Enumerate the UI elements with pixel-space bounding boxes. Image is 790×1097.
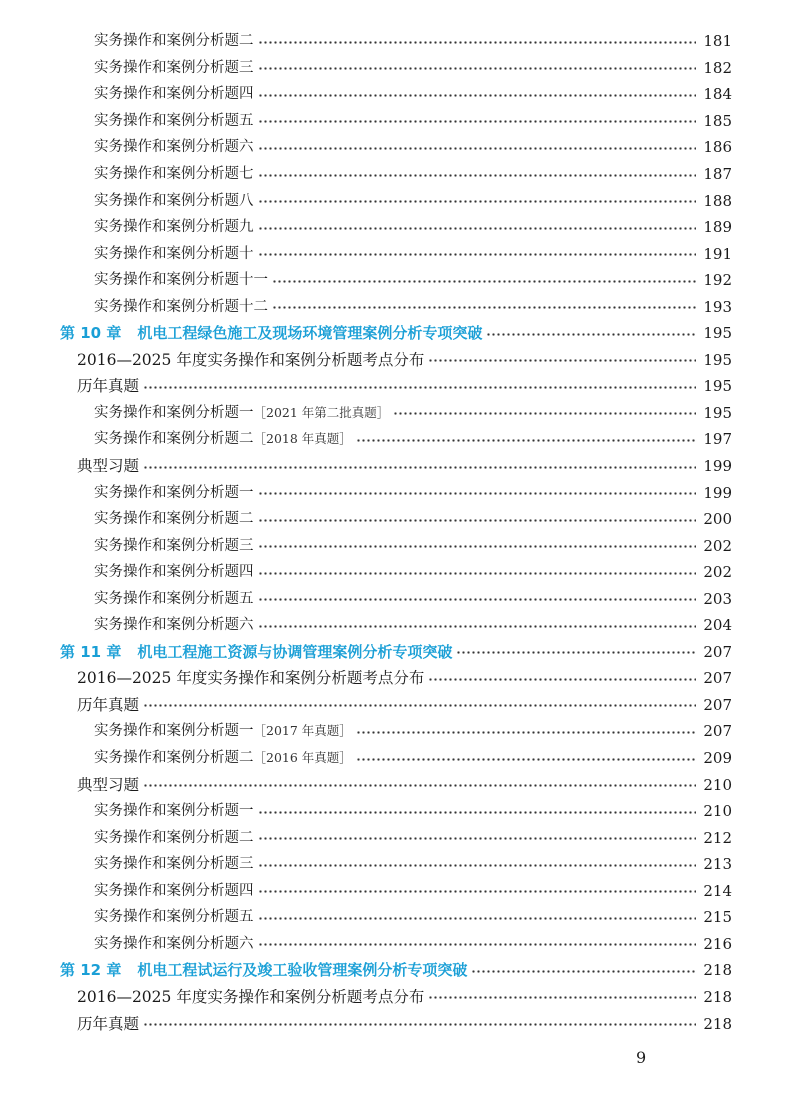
page-ref: 218 <box>703 987 732 1006</box>
page-ref: 184 <box>703 85 732 104</box>
page-ref: 195 <box>703 377 732 396</box>
entry-title: 实务操作和案例分析题十 <box>94 245 254 262</box>
entry-title: 实务操作和案例分析题八 <box>94 192 254 209</box>
page-ref: 207 <box>703 695 732 714</box>
toc-entry-title <box>94 426 352 452</box>
page-ref: 213 <box>703 855 732 874</box>
dot-leader <box>258 811 697 814</box>
dot-leader <box>456 651 696 654</box>
page-ref: 191 <box>703 244 732 263</box>
toc-entry-row[interactable] <box>0 108 790 135</box>
toc-entry-row[interactable] <box>0 851 790 878</box>
toc-entry-row[interactable] <box>0 134 790 161</box>
toc-entry-title <box>94 214 254 240</box>
toc-entry-title <box>94 241 254 267</box>
page-ref: 207 <box>703 722 732 741</box>
toc-entry-title <box>94 718 352 744</box>
chapter-title: 机电工程试运行及竣工验收管理案例分析专项突破 <box>137 961 468 980</box>
toc-entry-title <box>94 188 254 214</box>
entry-title: 历年真题 <box>77 1014 140 1033</box>
page-ref: 210 <box>703 802 732 821</box>
toc-entry-row[interactable] <box>0 293 790 320</box>
dot-leader <box>471 970 696 973</box>
chapter-number: 第 10 章 <box>60 324 122 343</box>
page-ref: 186 <box>703 138 732 157</box>
toc-entry-title <box>77 1011 139 1037</box>
chapter-title: 机电工程施工资源与协调管理案例分析专项突破 <box>137 642 453 661</box>
toc-entry-row[interactable] <box>0 373 790 400</box>
entry-title: 实务操作和案例分析题一 <box>94 803 254 820</box>
entry-title: 典型习题 <box>77 775 140 794</box>
chapter-number: 第 11 章 <box>60 642 122 661</box>
toc-entry-title <box>94 745 352 771</box>
dot-leader <box>356 758 696 761</box>
entry-title: 实务操作和案例分析题九 <box>94 219 254 236</box>
page-ref: 195 <box>703 403 732 422</box>
entry-title: 实务操作和案例分析题六 <box>94 139 254 156</box>
toc-entry-row[interactable] <box>0 1010 790 1037</box>
toc-entry-title <box>94 878 254 904</box>
entry-title: 实务操作和案例分析题五 <box>94 112 254 129</box>
entry-title: 实务操作和案例分析题一 <box>94 404 254 421</box>
dot-leader <box>258 147 697 150</box>
toc-entry-row[interactable] <box>0 426 790 453</box>
dot-leader <box>258 174 697 177</box>
toc-entry-title <box>94 931 254 957</box>
entry-source-note: ［2017 年真题］ <box>253 723 352 739</box>
toc-entry-row[interactable] <box>0 161 790 188</box>
page-ref: 210 <box>703 775 732 794</box>
page-ref: 207 <box>703 669 732 688</box>
page-ref: 193 <box>703 297 732 316</box>
dot-leader <box>258 917 697 920</box>
entry-title: 实务操作和案例分析题四 <box>94 86 254 103</box>
toc-entry-row[interactable] <box>0 585 790 612</box>
entry-title: 实务操作和案例分析题三 <box>94 59 254 76</box>
entry-source-note: ［2021 年第二批真题］ <box>253 404 390 420</box>
toc-entry-row[interactable] <box>0 347 790 374</box>
toc-entry-row[interactable] <box>0 798 790 825</box>
entry-title: 实务操作和案例分析题二 <box>94 431 254 448</box>
dot-leader <box>356 439 696 442</box>
dot-leader <box>258 253 697 256</box>
dot-leader <box>428 359 696 362</box>
entry-title: 实务操作和案例分析题十二 <box>94 298 268 315</box>
dot-leader <box>143 386 696 389</box>
entry-title: 实务操作和案例分析题四 <box>94 882 254 899</box>
toc-entry-title <box>94 108 254 134</box>
entry-title: 历年真题 <box>77 377 140 396</box>
toc-entry-row[interactable] <box>0 400 790 427</box>
page-ref: 202 <box>703 563 732 582</box>
entry-title: 历年真题 <box>77 695 140 714</box>
toc-entry-row[interactable] <box>0 718 790 745</box>
dot-leader <box>258 200 697 203</box>
page-ref: 189 <box>703 218 732 237</box>
toc-chapter-row[interactable] <box>0 639 790 666</box>
dot-leader <box>272 280 696 283</box>
toc-entry-row[interactable] <box>0 187 790 214</box>
dot-leader <box>258 598 697 601</box>
toc-entry-row[interactable] <box>0 665 790 692</box>
page-ref: 218 <box>703 961 732 980</box>
entry-title: 实务操作和案例分析题七 <box>94 166 254 182</box>
entry-title: 实务操作和案例分析题五 <box>94 590 254 607</box>
toc-entry-row[interactable] <box>0 559 790 586</box>
entry-title: 实务操作和案例分析题一 <box>94 484 254 501</box>
toc-entry-row[interactable] <box>0 506 790 533</box>
page-ref: 195 <box>703 324 732 343</box>
dot-leader <box>258 67 697 70</box>
page-number: 9 <box>636 1048 647 1067</box>
toc-entry-title <box>94 559 254 585</box>
entry-title: 实务操作和案例分析题三 <box>94 537 254 554</box>
dot-leader <box>272 306 696 309</box>
dot-leader <box>143 1023 696 1026</box>
toc-entry-row[interactable] <box>0 81 790 108</box>
entry-title: 实务操作和案例分析题二 <box>94 829 254 846</box>
dot-leader <box>258 625 697 628</box>
entry-title: 实务操作和案例分析题六 <box>94 935 254 952</box>
entry-title: 实务操作和案例分析题四 <box>94 564 254 581</box>
toc-entry-title <box>94 851 254 877</box>
page-ref: 199 <box>703 483 732 502</box>
toc-entry-row[interactable] <box>0 692 790 719</box>
chapter-number: 第 12 章 <box>60 961 122 980</box>
toc-entry-title <box>94 28 254 54</box>
toc-entry-title <box>77 373 139 399</box>
page-ref: 207 <box>703 642 732 661</box>
dot-leader <box>258 492 697 495</box>
entry-title: 实务操作和案例分析题六 <box>94 617 254 634</box>
page-ref: 195 <box>703 350 732 369</box>
toc-entry-title <box>94 134 254 160</box>
toc-entry-title <box>94 586 254 612</box>
entry-source-note: ［2016 年真题］ <box>253 750 352 766</box>
toc-entry-title <box>77 453 139 479</box>
toc-entry-row[interactable] <box>0 214 790 241</box>
toc-entry-title <box>77 692 139 718</box>
toc-entry-title <box>94 533 254 559</box>
toc-entry-row[interactable] <box>0 532 790 559</box>
toc-entry-title <box>77 984 424 1010</box>
toc-entry-row[interactable] <box>0 267 790 294</box>
page-ref: 181 <box>703 32 732 51</box>
toc-entry-title <box>94 825 254 851</box>
toc-entry-title <box>77 347 424 373</box>
dot-leader <box>258 94 697 97</box>
entry-title: 实务操作和案例分析题十一 <box>94 272 268 289</box>
page-ref: 185 <box>703 111 732 130</box>
toc-entry-row[interactable] <box>0 612 790 639</box>
dot-leader <box>428 996 696 999</box>
toc-entry-title <box>94 612 254 638</box>
dot-leader <box>143 704 696 707</box>
toc-chapter-row[interactable] <box>0 320 790 347</box>
toc-entry-row[interactable] <box>0 771 790 798</box>
entry-source-note: ［2018 年真题］ <box>253 431 352 447</box>
dot-leader <box>258 572 697 575</box>
toc-entry-row[interactable] <box>0 453 790 480</box>
toc-entry-title <box>94 480 254 506</box>
dot-leader <box>428 678 696 681</box>
page-ref: 202 <box>703 536 732 555</box>
toc-entry-title <box>60 320 482 346</box>
toc-entry-title <box>94 904 254 930</box>
toc-entry-row[interactable] <box>0 931 790 958</box>
toc-entry-title <box>60 957 467 983</box>
dot-leader <box>143 466 696 469</box>
page-ref: 203 <box>703 589 732 608</box>
page-ref: 192 <box>703 271 732 290</box>
page-ref: 212 <box>703 828 732 847</box>
dot-leader <box>393 412 696 415</box>
toc-entry-row[interactable] <box>0 28 790 55</box>
entry-title: 实务操作和案例分析题二 <box>94 750 254 767</box>
page-ref: 187 <box>703 165 732 183</box>
entry-title: 2016—2025 年度实务操作和案例分析题考点分布 <box>77 350 425 369</box>
toc-entry-title <box>94 55 254 81</box>
toc-entry-row[interactable] <box>0 479 790 506</box>
toc-entry-title <box>94 294 268 320</box>
toc-entry-row[interactable] <box>0 55 790 82</box>
entry-title: 2016—2025 年度实务操作和案例分析题考点分布 <box>77 669 425 688</box>
dot-leader <box>258 837 697 840</box>
dot-leader <box>486 333 696 336</box>
chapter-title: 机电工程绿色施工及现场环境管理案例分析专项突破 <box>137 324 483 343</box>
entry-title: 实务操作和案例分析题一 <box>94 723 254 740</box>
toc-entry-row[interactable] <box>0 878 790 905</box>
page-ref: 199 <box>703 457 732 476</box>
toc-entry-title <box>94 161 254 187</box>
toc-entry-title <box>77 665 424 691</box>
toc-entry-title <box>77 772 139 798</box>
toc-entry-row[interactable] <box>0 745 790 772</box>
toc-entry-title <box>94 798 254 824</box>
dot-leader <box>258 943 697 946</box>
dot-leader <box>143 784 696 787</box>
entry-title: 实务操作和案例分析题三 <box>94 856 254 873</box>
page-ref: 197 <box>703 430 732 449</box>
page-ref: 218 <box>703 1014 732 1033</box>
toc-entry-row[interactable] <box>0 240 790 267</box>
toc-entry-row[interactable] <box>0 824 790 851</box>
page-ref: 200 <box>703 510 732 529</box>
dot-leader <box>258 120 697 123</box>
page-ref: 214 <box>703 881 732 900</box>
entry-title: 实务操作和案例分析题五 <box>94 909 254 926</box>
page-ref: 209 <box>703 749 732 768</box>
toc-entry-row[interactable] <box>0 984 790 1011</box>
table-of-contents <box>0 28 790 1037</box>
dot-leader <box>258 41 697 44</box>
dot-leader <box>258 545 697 548</box>
toc-chapter-row[interactable] <box>0 957 790 984</box>
page-ref: 204 <box>703 616 732 635</box>
dot-leader <box>258 890 697 893</box>
toc-entry-title <box>94 267 268 293</box>
entry-title: 实务操作和案例分析题二 <box>94 511 254 528</box>
dot-leader <box>258 519 697 522</box>
entry-title: 实务操作和案例分析题二 <box>94 33 254 50</box>
toc-entry-title <box>94 506 254 532</box>
page-ref: 188 <box>703 191 732 210</box>
page-ref: 182 <box>703 58 732 77</box>
dot-leader <box>258 864 697 867</box>
toc-entry-row[interactable] <box>0 904 790 931</box>
dot-leader <box>258 227 697 230</box>
toc-entry-title <box>94 81 254 107</box>
page-ref: 215 <box>703 908 732 927</box>
page-ref: 216 <box>703 934 732 953</box>
entry-title: 2016—2025 年度实务操作和案例分析题考点分布 <box>77 987 425 1006</box>
toc-entry-title <box>60 639 452 665</box>
dot-leader <box>356 731 696 734</box>
toc-entry-title <box>94 400 389 426</box>
entry-title: 典型习题 <box>77 457 140 476</box>
